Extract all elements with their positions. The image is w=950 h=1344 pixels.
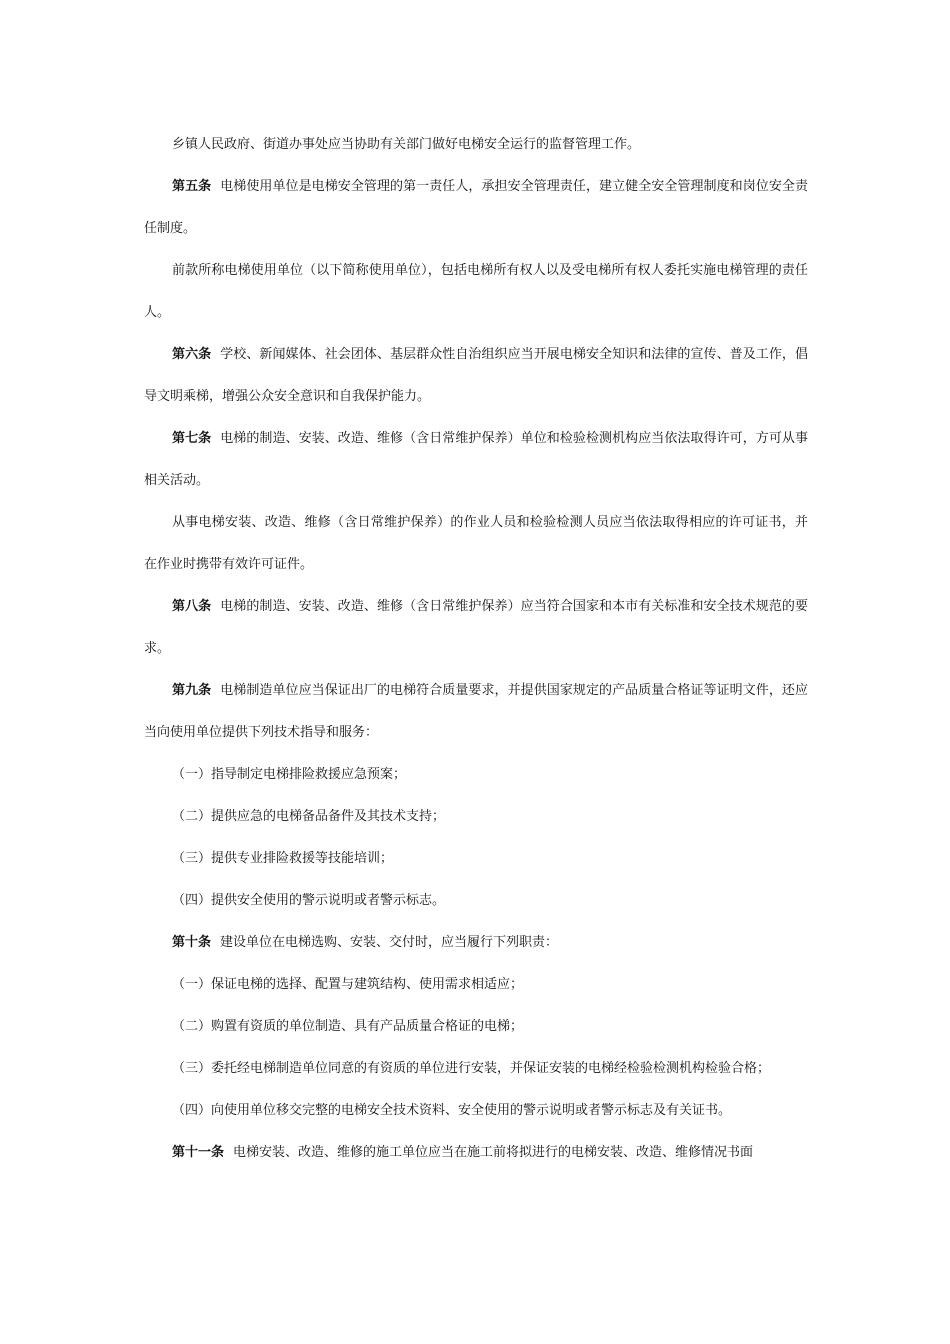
list-item: （二）提供应急的电梯备品备件及其技术支持； <box>172 809 446 824</box>
article-text: 电梯使用单位是电梯安全管理的第一责任人，承担安全管理责任，建立健全安全管理制度和岗位安全责任制度。 <box>144 179 808 236</box>
article-text: 电梯安装、改造、维修的施工单位应当在施工前将拟进行的电梯安装、改造、维修情况书面 <box>233 1145 754 1160</box>
article-text: 电梯的制造、安装、改造、维修（含日常维护保养）应当符合国家和本市有关标准和安全技术规范的要求。 <box>144 599 808 656</box>
article-number: 第十一条 <box>172 1145 225 1160</box>
article-paragraph <box>144 166 808 250</box>
list-item: （二）购置有资质的单位制造、具有产品质量合格证的电梯； <box>172 1019 524 1034</box>
list-item: （一）指导制定电梯排险救援应急预案； <box>172 767 407 782</box>
article-paragraph <box>144 670 808 754</box>
list-item: （四）提供安全使用的警示说明或者警示标志。 <box>172 893 446 908</box>
article-number: 第九条 <box>172 683 212 698</box>
article-number: 第八条 <box>172 599 212 614</box>
article-paragraph <box>144 1132 808 1174</box>
article-number: 第七条 <box>172 431 212 446</box>
list-item: （四）向使用单位移交完整的电梯安全技术资料、安全使用的警示说明或者警示标志及有关证书。 <box>172 1103 732 1118</box>
list-item: （一）保证电梯的选择、配置与建筑结构、使用需求相适应； <box>172 977 524 992</box>
article-paragraph <box>144 334 808 418</box>
article-text: 学校、新闻媒体、社会团体、基层群众性自治组织应当开展电梯安全知识和法律的宣传、普及工作，倡导文明乘梯，增强公众安全意识和自我保护能力。 <box>144 347 808 404</box>
article-paragraph <box>144 586 808 670</box>
list-item: （三）提供专业排险救援等技能培训； <box>172 851 394 866</box>
article-paragraph <box>144 922 808 964</box>
article-text: 电梯的制造、安装、改造、维修（含日常维护保养）单位和检验检测机构应当依法取得许可，方可从事相关活动。 <box>144 431 808 488</box>
document-body <box>144 124 808 1174</box>
article-text: 电梯制造单位应当保证出厂的电梯符合质量要求，并提供国家规定的产品质量合格证等证明文件，还应当向使用单位提供下列技术指导和服务： <box>144 683 808 740</box>
paragraph: 从事电梯安装、改造、维修（含日常维护保养）的作业人员和检验检测人员应当依法取得相应的许可证书，并在作业时携带有效许可证件。 <box>144 515 808 572</box>
paragraph: 前款所称电梯使用单位（以下简称使用单位），包括电梯所有权人以及受电梯所有权人委托实施电梯管理的责任人。 <box>144 263 808 320</box>
paragraph: 乡镇人民政府、街道办事处应当协助有关部门做好电梯安全运行的监督管理工作。 <box>172 137 641 152</box>
list-item: （三）委托经电梯制造单位同意的有资质的单位进行安装，并保证安装的电梯经检验检测机构检验合格； <box>172 1061 771 1076</box>
article-text: 建设单位在电梯选购、安装、交付时，应当履行下列职责： <box>220 935 559 950</box>
article-number: 第五条 <box>172 179 212 194</box>
article-number: 第十条 <box>172 935 212 950</box>
article-paragraph <box>144 418 808 502</box>
article-number: 第六条 <box>172 347 212 362</box>
